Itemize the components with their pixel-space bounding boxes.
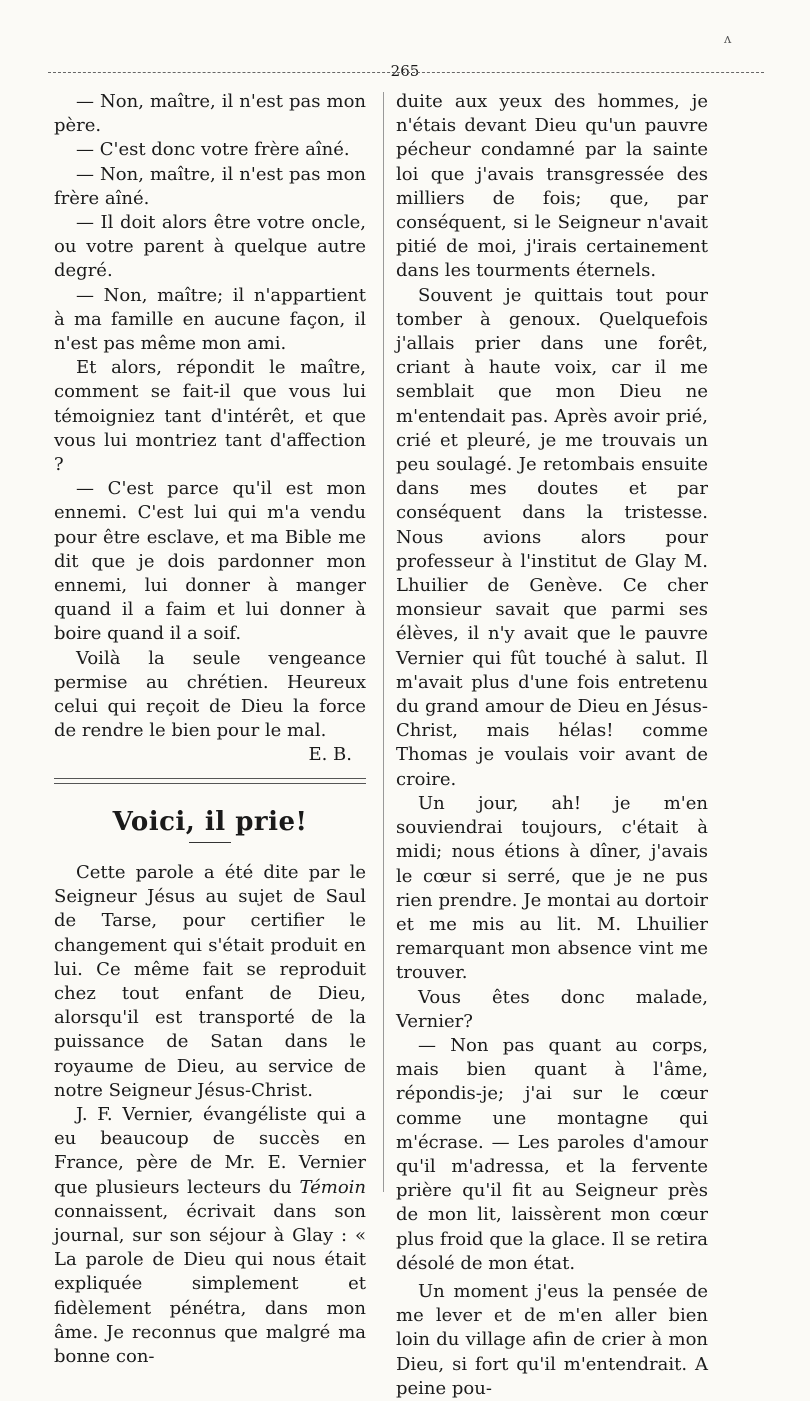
dialogue-line: — C'est parce qu'il est mon ennemi. C'est lui qui m'a vendu pour être esclave, et ma Bible me dit que je dois pardonner mon ennemi, lui donner à manger quand il a faim et lui donner à boire quand il a soif. [54, 478, 366, 645]
article-paragraph: Cette parole a été dite par le Seigneur Jésus au sujet de Saul de Tarse, pour certifier le changement qui s'était produit en lui. Ce même fait se reproduit chez tout enfant de Dieu, alorsqu'il est transporté de la puissance de Satan dans le royaume de Dieu, au service de notre Seigneur Jésus-Christ. [54, 861, 366, 1101]
dialogue-line: — Non, maître, il n'est pas mon frère aîné. [54, 163, 366, 209]
dialogue-line: — C'est donc votre frère aîné. [76, 139, 350, 161]
dialogue-line: — Non, maître, il n'est pas mon père. [54, 91, 366, 137]
right-column [396, 90, 708, 1401]
dialogue-line: — Il doit alors être votre oncle, ou votre parent à quelque autre degré. [54, 212, 366, 282]
article-title: Voici, il prie! [112, 806, 308, 837]
signature: E. B. [308, 744, 352, 766]
signature-line [54, 743, 366, 767]
column-divider [383, 92, 384, 1192]
article-paragraph [54, 1103, 366, 1369]
article-paragraph: Souvent je quittais tout pour tomber à genoux. Quelquefois j'allais prier dans une forêt, criant à haute voix, car il me semblait que mon Dieu ne m'entendait pas. Après avoir prié, crié et pleuré, je me trouvais un peu soulagé. Je retombais ensuite dans mes doutes et par conséquent dans la tristesse. Nous avions alors pour professeur à l'institut de Glay M. Lhuilier de Genève. Ce cher monsieur savait que parmi ses élèves, il n'y avait que le pauvre Vernier qui fût touché à salut. Il m'avait plus d'une fois entretenu du grand amour de Dieu en Jésus-Christ, mais hélas! comme Thomas je voulais voir avant de croire. [396, 284, 708, 790]
title-dash [189, 842, 231, 843]
header-rule [48, 72, 764, 73]
dialogue-line: Et alors, répondit le maître, comment se fait-il que vous lui témoigniez tant d'intérêt, et que vous lui montriez tant d'affection ? [54, 357, 366, 476]
article-paragraph: duite aux yeux des hommes, je n'étais devant Dieu qu'un pauvre pécheur condamné par la sainte loi que j'avais transgressée des milliers de fois; que, par conséquent, si le Seigneur n'avait pitié de moi, j'irais certainement dans les tourments éternels. [396, 91, 708, 282]
dialogue-line: — Non, maître; il n'appartient à ma famille en aucune façon, il n'est pas même mon ami. [54, 284, 366, 355]
article-paragraph: Vous êtes donc malade, Vernier? [396, 986, 708, 1032]
corner-mark: ʌ [724, 32, 732, 47]
closing-paragraph: Voilà la seule vengeance permise au chrétien. Heureux celui qui reçoit de Dieu la force de rendre le bien pour le mal. [54, 647, 366, 742]
italic-word: Témoin [299, 1176, 366, 1198]
text-run: J. F. Vernier, évangéliste qui a eu beaucoup de succès en France, père de Mr. E. Vernier que plusieurs lecteurs du [54, 1103, 366, 1198]
section-divider [54, 778, 366, 784]
article-paragraph: — Non pas quant au corps, mais bien quant à l'âme, répondis-je; j'ai sur le cœur comme une montagne qui m'écrase. — Les paroles d'amour qu'il m'adressa, et la fervente prière qu'il fit au Seigneur près de mon lit, laissèrent mon cœur plus froid que la glace. Il se retira désolé de mon état. [396, 1034, 708, 1274]
text-run: connaissent, écrivait dans son journal, sur son séjour à Glay : « La parole de Dieu qui nous était expliquée simplement et fidèlement pénétra, dans mon âme. Je reconnus que malgré ma bonne con- [54, 1200, 366, 1367]
article-paragraph: Un jour, ah! je m'en souviendrai toujours, c'était à midi; nous étions à dîner, j'avais le cœur si serré, que je ne pus rien prendre. Je montai au dortoir et me mis au lit. M. Lhuilier remarquant mon absence vint me trouver. [396, 792, 708, 984]
article-paragraph: Un moment j'eus la pensée de me lever et de m'en aller bien loin du village afin de crier à mon Dieu, si fort qu'il m'entendrait. A peine pou- [396, 1280, 708, 1399]
left-column [54, 90, 366, 1369]
page-number: 265 [390, 62, 420, 80]
